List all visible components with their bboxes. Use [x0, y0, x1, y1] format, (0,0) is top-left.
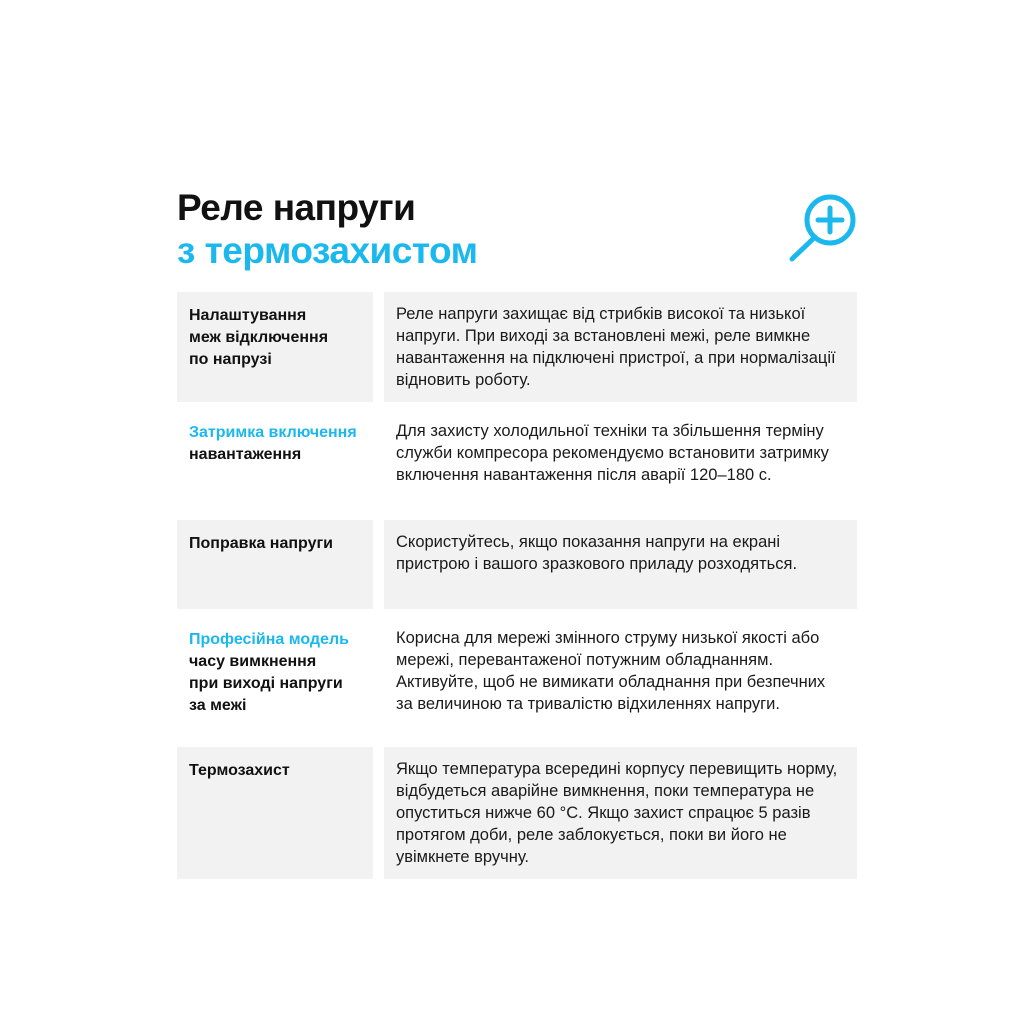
feature-description: Якщо температура всередині корпусу перевищить норму, відбудеться аварійне вимкнення, поки температура не опуститься нижче 60 °С. Якщо захист спрацює 5 разів протягом доби, реле заблокується, поки ви його не увімкнете вручну. — [384, 747, 857, 879]
label-highlight: Затримка включення — [189, 424, 357, 441]
feature-row-thermal-protection — [177, 747, 857, 879]
label-rest: Поправка напруги — [189, 535, 333, 552]
feature-label — [177, 292, 373, 402]
features-table — [177, 292, 857, 886]
feature-label — [177, 520, 373, 609]
label-line: по напрузі — [189, 351, 272, 368]
label-highlight: Професійна модель — [189, 631, 349, 648]
zoom-in-magnifier-icon — [786, 190, 860, 264]
label-rest: навантаження — [189, 446, 302, 463]
feature-description: Реле напруги захищає від стрибків високої та низької напруги. При виході за встановлені межі, реле вимкне навантаження на підключені пристрої, а при нормалізації відновить роботу. — [384, 292, 857, 402]
feature-label — [177, 747, 373, 879]
title-line-2: з термозахистом — [177, 230, 478, 271]
label-line: Налаштування — [189, 307, 307, 324]
label-line: за межі — [189, 697, 247, 714]
feature-label — [177, 409, 373, 513]
page-title — [177, 186, 477, 272]
feature-row-voltage-limits — [177, 292, 857, 402]
feature-description: Скористуйтесь, якщо показання напруги на екрані пристрою і вашого зразкового приладу розходяться. — [384, 520, 857, 609]
feature-row-load-delay — [177, 409, 857, 513]
label-line: меж відключення — [189, 329, 329, 346]
label-line: при виході напруги — [189, 675, 343, 692]
title-line-1: Реле напруги — [177, 187, 416, 228]
feature-row-professional-model — [177, 616, 857, 740]
label-rest: Термозахист — [189, 762, 290, 779]
feature-description: Корисна для мережі змінного струму низької якості або мережі, перевантаженої потужним обладнанням. Активуйте, щоб не вимикати обладнання при безпечних за величиною та тривалістю відхиленнях напруги. — [384, 616, 857, 740]
feature-row-voltage-correction — [177, 520, 857, 609]
label-line: часу вимкнення — [189, 653, 317, 670]
feature-label — [177, 616, 373, 740]
feature-description: Для захисту холодильної техніки та збільшення терміну служби компресора рекомендуємо встановити затримку включення навантаження після аварії 120–180 с. — [384, 409, 857, 513]
